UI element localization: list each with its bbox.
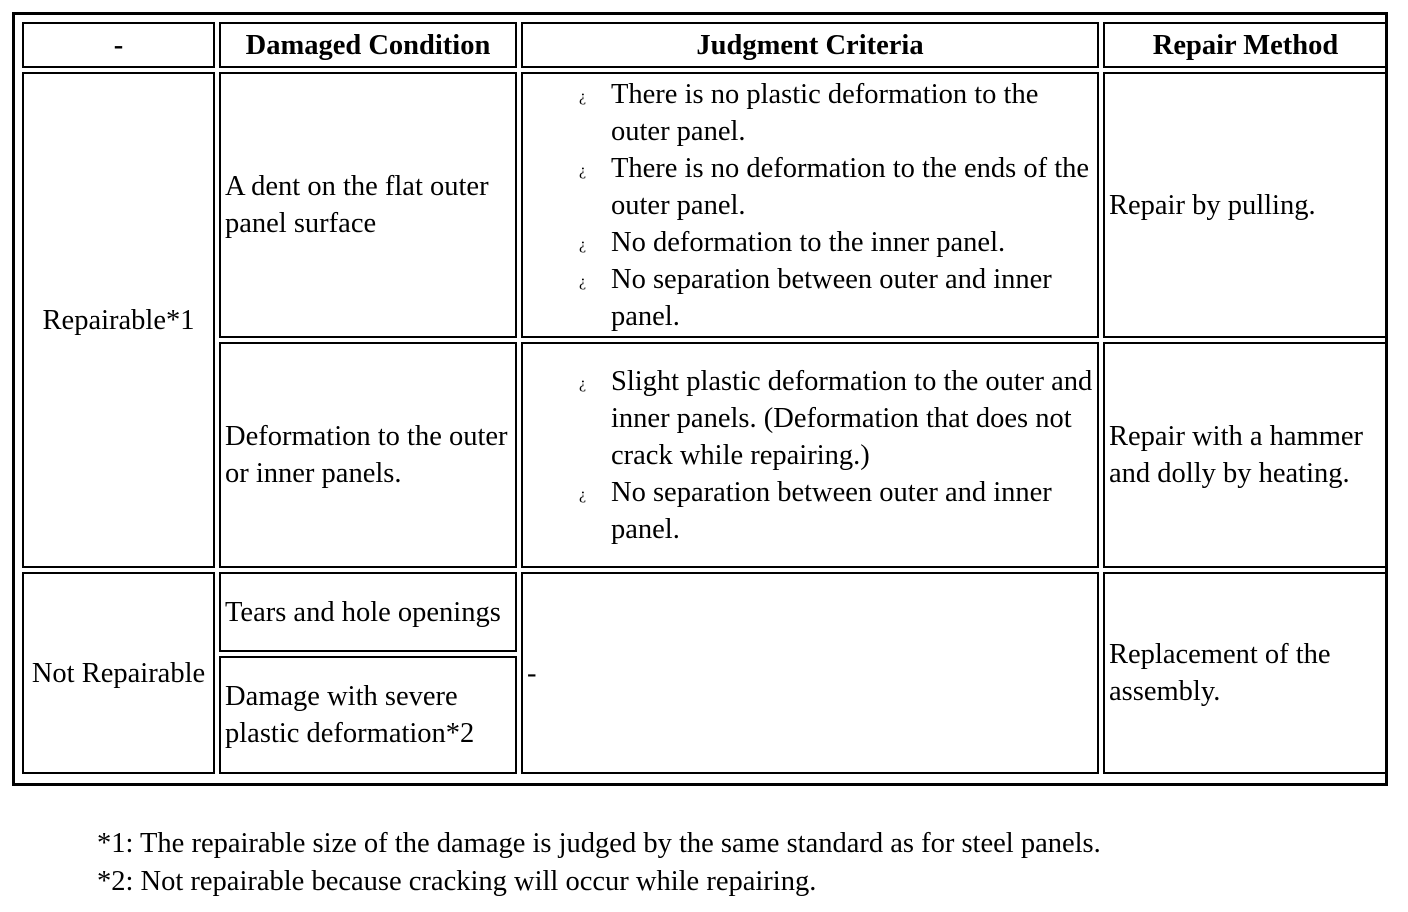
header-judgment-criteria: Judgment Criteria xyxy=(521,22,1099,68)
criteria-item: ¿ There is no plastic deformation to the outer panel. xyxy=(579,78,1039,147)
header-repair-method: Repair Method xyxy=(1103,22,1388,68)
repair-criteria-table xyxy=(18,18,1392,778)
header-damaged-condition: Damaged Condition xyxy=(219,22,517,68)
footnote-1: *1: The repairable size of the damage is judged by the same standard as for steel panels. xyxy=(97,828,1101,859)
bullet-icon: ¿ xyxy=(579,87,587,105)
bullet-icon: ¿ xyxy=(579,272,587,290)
bullet-icon: ¿ xyxy=(579,485,587,503)
method-cell: Repair with a hammer and dolly by heating. xyxy=(1103,342,1388,568)
criteria-item: ¿ Slight plastic deformation to the outer and inner panels. (Deformation that does not crack while repairing.) xyxy=(579,365,1093,471)
criteria-item: ¿ There is no deformation to the ends of the outer panel. xyxy=(579,152,1090,221)
criteria-cell xyxy=(521,72,1099,338)
status-repairable: Repairable*1 xyxy=(22,72,215,568)
condition-cell: A dent on the flat outer panel surface xyxy=(219,72,517,338)
footnotes xyxy=(97,825,1101,901)
criteria-item: ¿ No separation between outer and inner panel. xyxy=(579,263,1052,332)
condition-cell: Damage with severe plastic deformation*2 xyxy=(219,656,517,774)
condition-cell: Tears and hole openings xyxy=(219,572,517,652)
header-status: - xyxy=(22,22,215,68)
header-row xyxy=(22,22,1388,68)
method-cell: Replacement of the assembly. xyxy=(1103,572,1388,774)
bullet-icon: ¿ xyxy=(579,161,587,179)
condition-cell: Deformation to the outer or inner panels. xyxy=(219,342,517,568)
criteria-item: ¿ No deformation to the inner panel. xyxy=(611,224,1093,261)
status-not-repairable: Not Repairable xyxy=(22,572,215,774)
criteria-item: ¿ No separation between outer and inner panel. xyxy=(579,476,1052,545)
criteria-cell xyxy=(521,342,1099,568)
criteria-list xyxy=(527,363,1093,548)
table-row xyxy=(22,72,1388,338)
bullet-icon: ¿ xyxy=(579,374,587,392)
table-row xyxy=(22,572,1388,652)
criteria-list xyxy=(527,76,1093,335)
method-cell: Repair by pulling. xyxy=(1103,72,1388,338)
criteria-cell: - xyxy=(521,572,1099,774)
table-frame xyxy=(12,12,1388,786)
table-row xyxy=(22,342,1388,568)
bullet-icon: ¿ xyxy=(579,235,587,253)
footnote-2: *2: Not repairable because cracking will occur while repairing. xyxy=(97,866,817,897)
